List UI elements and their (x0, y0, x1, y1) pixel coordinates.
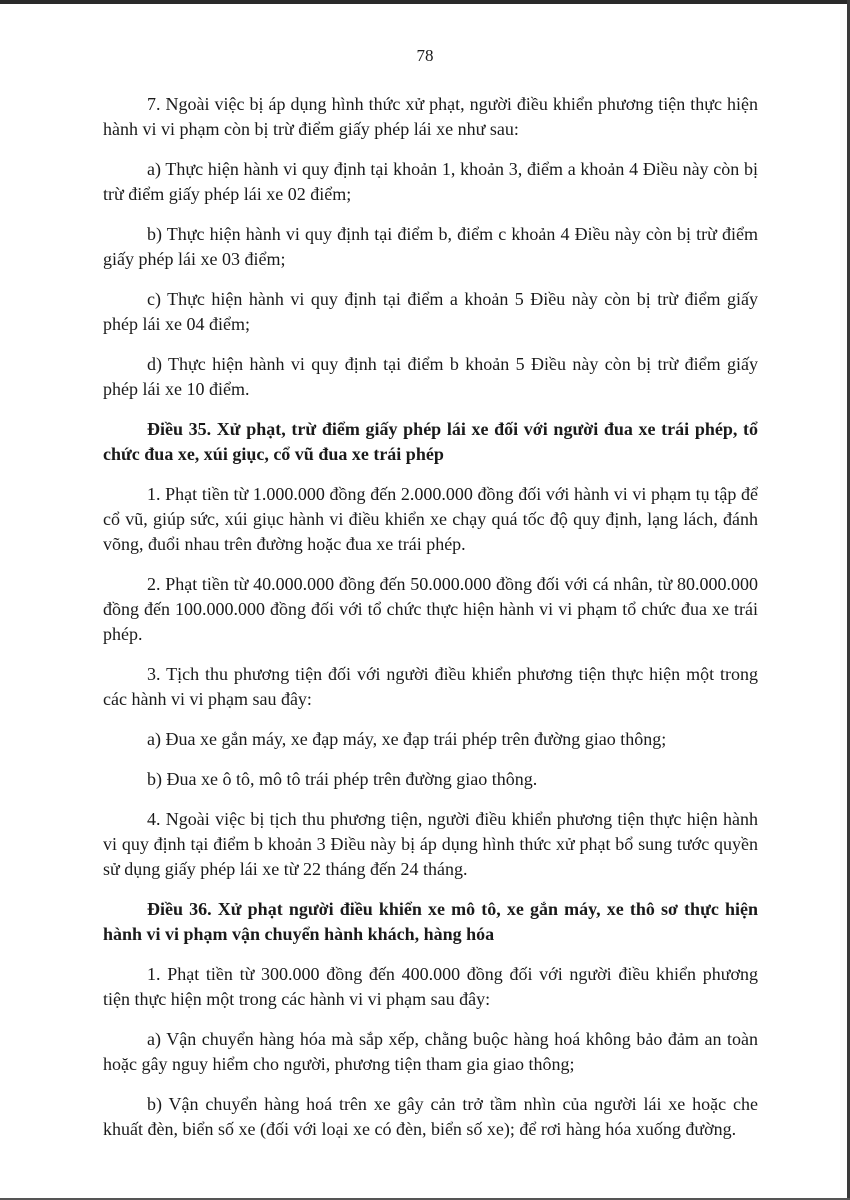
paragraph-art36-clause-1a: a) Vận chuyển hàng hóa mà sắp xếp, chằng buộc hàng hoá không bảo đảm an toàn hoặc gây nguy hiểm cho người, phương tiện tham gia giao thông; (103, 1029, 758, 1074)
paragraph-art35-clause-3b: b) Đua xe ô tô, mô tô trái phép trên đường giao thông. (147, 769, 538, 789)
paragraph-art36-clause-1b: b) Vận chuyển hàng hoá trên xe gây cản trở tầm nhìn của người lái xe hoặc che khuất đèn, biển số xe (đối với loại xe có đèn, biển số xe); để rơi hàng hóa xuống đường. (103, 1094, 758, 1139)
article-36-heading: Điều 36. Xử phạt người điều khiển xe mô tô, xe gắn máy, xe thô sơ thực hiện hành vi vi phạm vận chuyển hành khách, hàng hóa (103, 899, 758, 944)
paragraph-art35-clause-3: 3. Tịch thu phương tiện đối với người điều khiển phương tiện thực hiện một trong các hành vi vi phạm sau đây: (103, 664, 758, 709)
paragraph-clause-7b: b) Thực hiện hành vi quy định tại điểm b, điểm c khoản 4 Điều này còn bị trừ điểm giấy phép lái xe 03 điểm; (103, 224, 758, 269)
paragraph-art35-clause-2: 2. Phạt tiền từ 40.000.000 đồng đến 50.000.000 đồng đối với cá nhân, từ 80.000.000 đồng đến 100.000.000 đồng đối với tổ chức thực hiện hành vi vi phạm tổ chức đua xe trái phép. (103, 574, 758, 644)
paragraph-clause-7d: d) Thực hiện hành vi quy định tại điểm b khoản 5 Điều này còn bị trừ điểm giấy phép lái xe 10 điểm. (103, 354, 758, 399)
article-35-heading: Điều 35. Xử phạt, trừ điểm giấy phép lái xe đối với người đua xe trái phép, tổ chức đua xe, xúi giục, cổ vũ đua xe trái phép (103, 419, 758, 464)
paragraph-clause-7: 7. Ngoài việc bị áp dụng hình thức xử phạt, người điều khiển phương tiện thực hiện hành vi vi phạm còn bị trừ điểm giấy phép lái xe như sau: (103, 94, 758, 139)
paragraph-art36-clause-1: 1. Phạt tiền từ 300.000 đồng đến 400.000 đồng đối với người điều khiển phương tiện thực hiện một trong các hành vi vi phạm sau đây: (103, 964, 758, 1009)
paragraph-clause-7c: c) Thực hiện hành vi quy định tại điểm a khoản 5 Điều này còn bị trừ điểm giấy phép lái xe 04 điểm; (103, 289, 758, 334)
scan-border-top (0, 0, 850, 4)
paragraph-art35-clause-3a: a) Đua xe gắn máy, xe đạp máy, xe đạp trái phép trên đường giao thông; (147, 729, 667, 749)
paragraph-clause-7a: a) Thực hiện hành vi quy định tại khoản 1, khoản 3, điểm a khoản 4 Điều này còn bị trừ điểm giấy phép lái xe 02 điểm; (103, 159, 758, 204)
paragraph-art35-clause-1: 1. Phạt tiền từ 1.000.000 đồng đến 2.000.000 đồng đối với hành vi vi phạm tụ tập để cổ vũ, giúp sức, xúi giục hành vi điều khiển xe chạy quá tốc độ quy định, lạng lách, đánh võng, đuổi nhau trên đường hoặc đua xe trái phép. (103, 484, 758, 554)
paragraph-art35-clause-4: 4. Ngoài việc bị tịch thu phương tiện, người điều khiển phương tiện thực hiện hành vi quy định tại điểm b khoản 3 Điều này bị áp dụng hình thức xử phạt bổ sung tước quyền sử dụng giấy phép lái xe từ 22 tháng đến 24 tháng. (103, 809, 758, 879)
document-body (103, 92, 758, 1157)
page-number: 78 (416, 46, 434, 65)
